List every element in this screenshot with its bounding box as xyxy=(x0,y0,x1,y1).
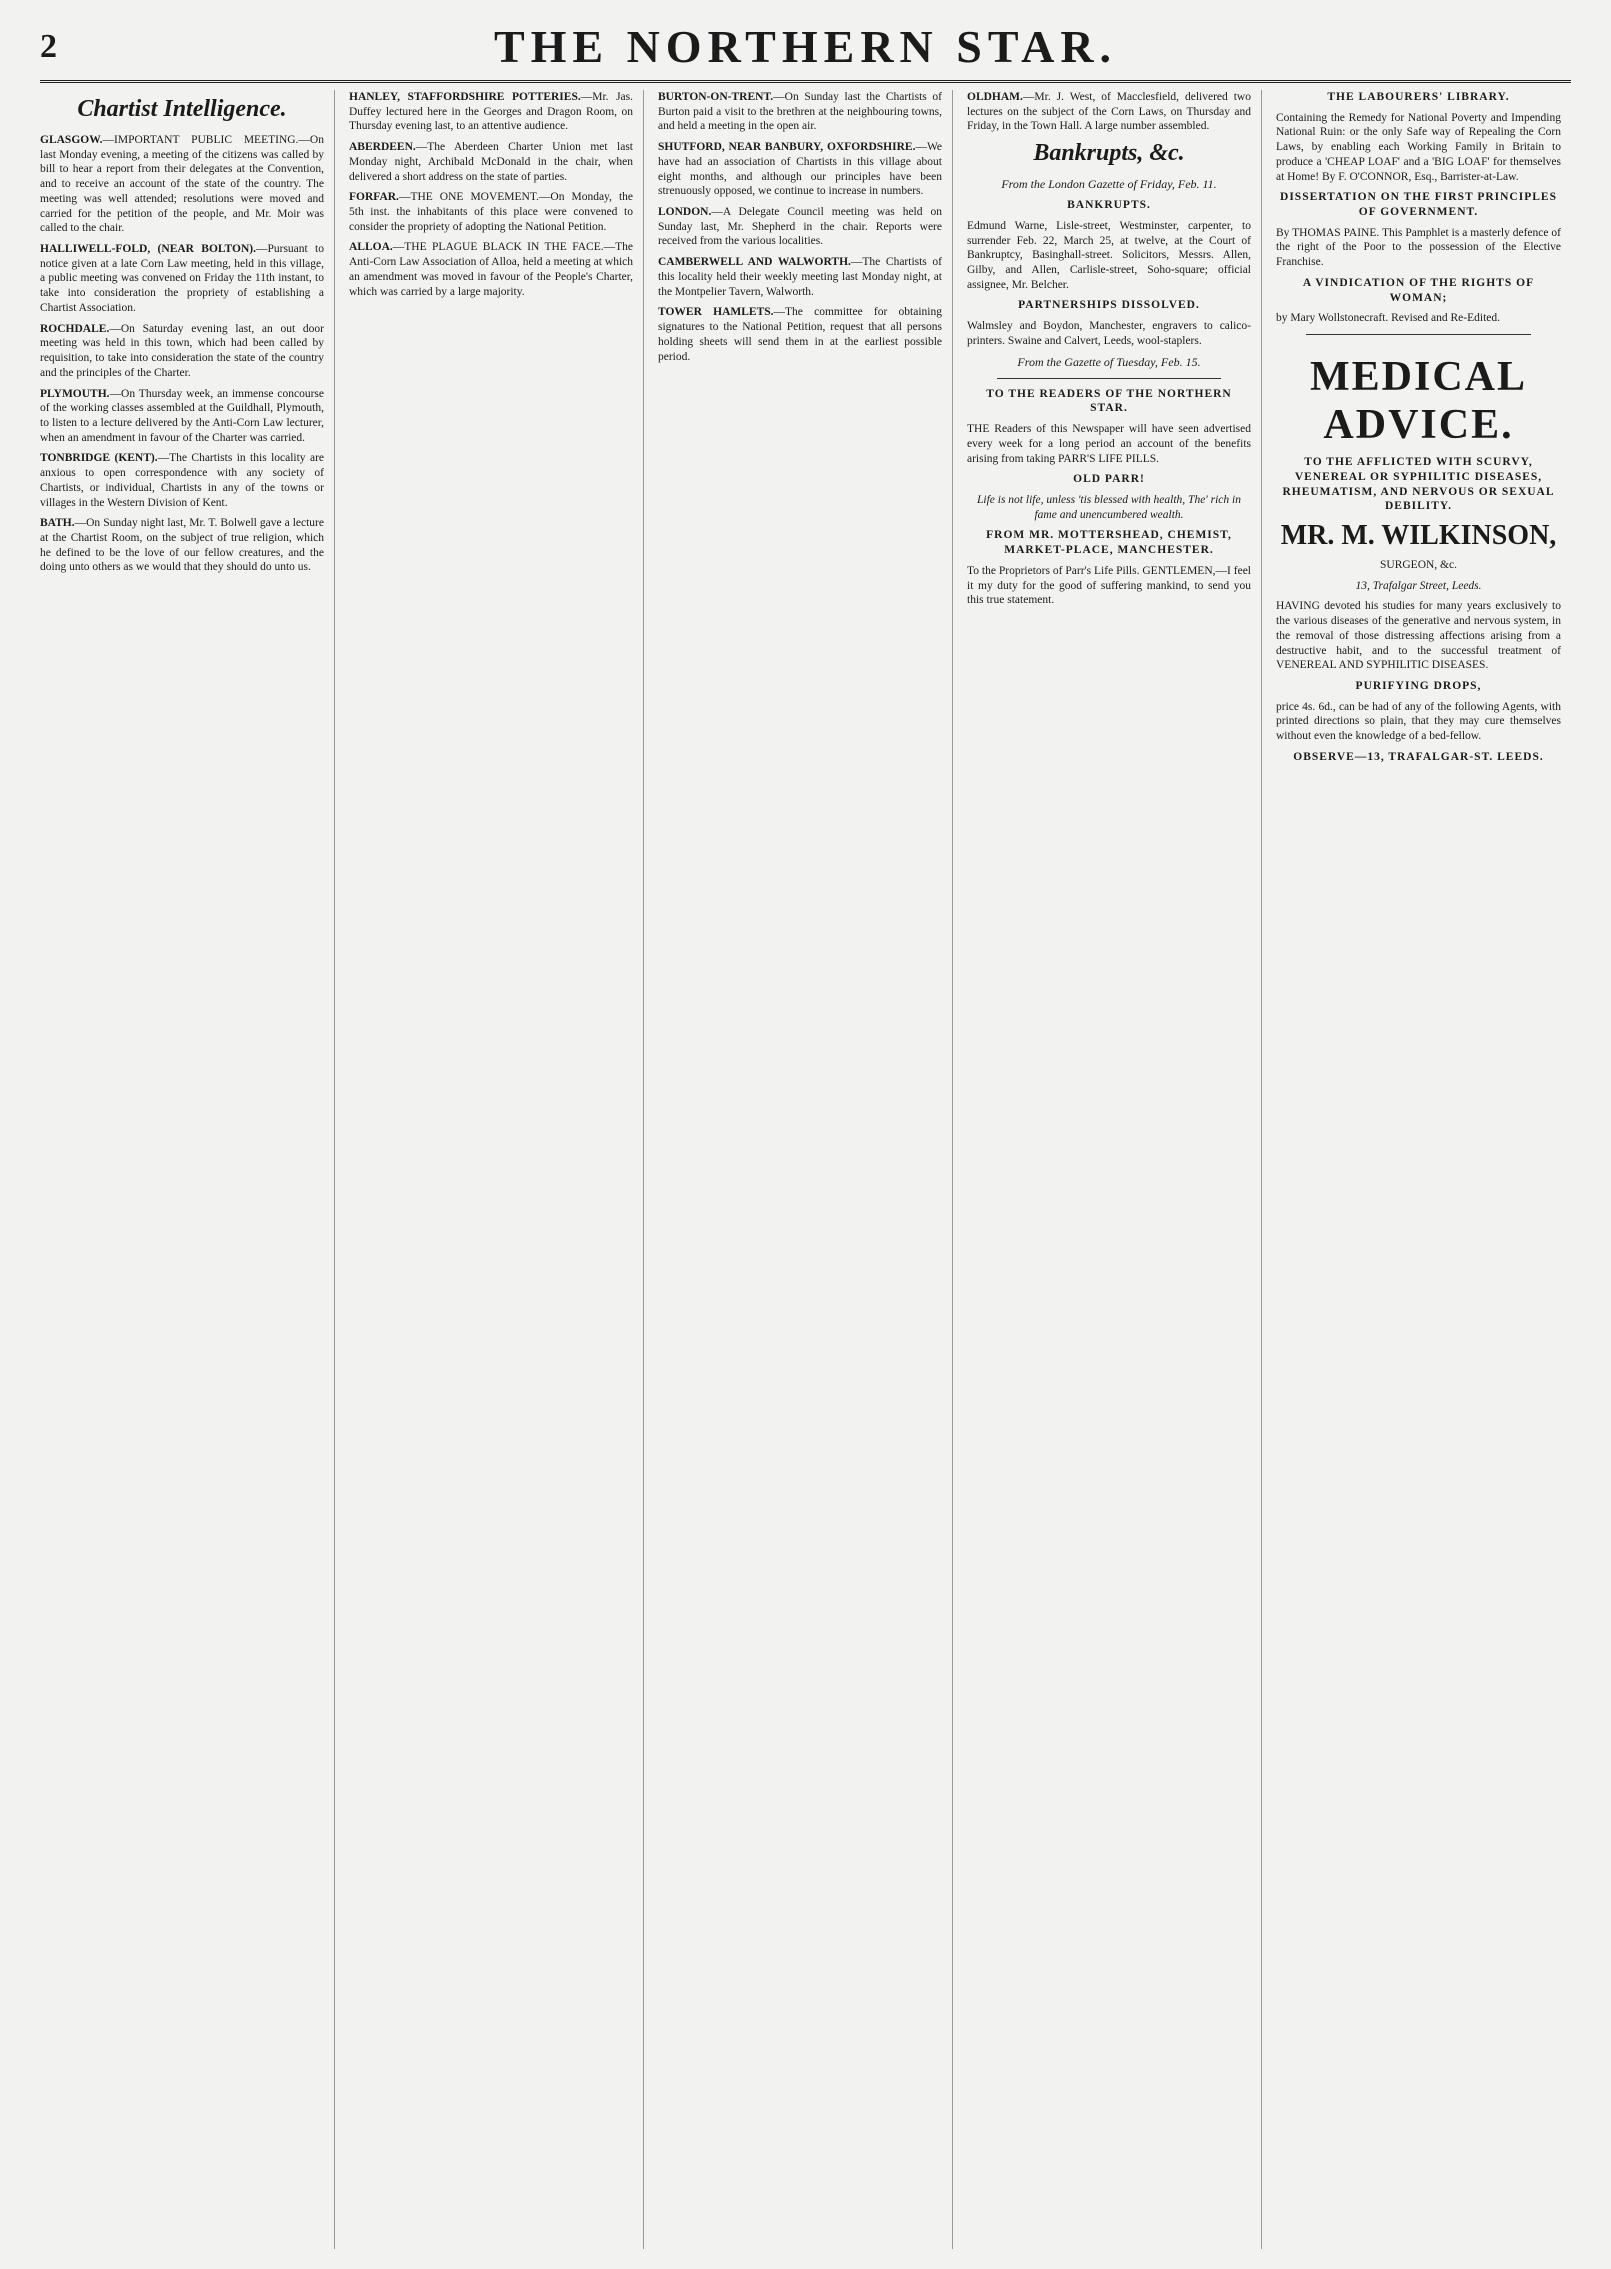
dissertation-title: DISSERTATION ON THE FIRST PRINCIPLES OF GOVERNMENT. xyxy=(1280,191,1557,219)
partnerships-label: PARTNERSHIPS DISSOLVED. xyxy=(1018,299,1200,312)
purifying-text: price 4s. 6d., can be had of any of the following Agents, with printed directions so plain, that they may cure themselves without even the knowledge of a bed-fellow. xyxy=(1276,700,1561,743)
letter-text: To the Proprietors of Parr's Life Pills. GENTLEMEN,—I feel it my duty for the good of suffering mankind, to send you this true statement. xyxy=(967,564,1251,607)
section-title: Chartist Intelligence. xyxy=(77,96,287,122)
article-text: —We have had an association of Chartists in this village about eight months, and although our principles have been strenuously opposed, we continue to increase in numbers. xyxy=(658,141,942,198)
bankrupts-text: Edmund Warne, Lisle-street, Westminster, carpenter, to surrender Feb. 22, March 25, at twelve, at the Court of Bankruptcy, Basinghall-street. Solicitors, Messrs. Allen, Gilby, and Allen, Carlisle-street, Soho-square; official assignee, Mr. Belcher. xyxy=(967,219,1251,291)
readers-text: THE Readers of this Newspaper will have seen advertised every week for a long period an account of the benefits arising from taking PARR'S LIFE PILLS. xyxy=(967,423,1251,465)
article-heading: BATH. xyxy=(40,517,75,530)
labourers-text: Containing the Remedy for National Poverty and Impending National Ruin: or the only Safe way of Repealing the Corn Laws, by enabling each Working Family in Britain to produce a 'CHEAP LOAF' and a 'BIG LOAF' for themselves at Home! By F. O'CONNOR, Esq., Barrister-at-Law. xyxy=(1276,111,1561,183)
article-heading: GLASGOW. xyxy=(40,134,103,146)
old-parr-title: OLD PARR! xyxy=(1073,473,1145,486)
masthead xyxy=(40,20,1571,83)
article-heading: CAMBERWELL AND WALWORTH. xyxy=(658,256,851,269)
gazette-subtitle-tuesday: From the Gazette of Tuesday, Feb. 15. xyxy=(1017,354,1201,369)
article-text: —On Sunday night last, Mr. T. Bolwell gave a lecture at the Chartist Room, on the subject of true religion, which he defined to be the love of our fellow creatures, and the doing unto others as we would that they should do unto us. xyxy=(40,517,324,574)
medical-advice-title: MEDICAL ADVICE. xyxy=(1309,354,1527,449)
doctor-text: HAVING devoted his studies for many years exclusively to the various diseases of the generative and nervous system, in the removal of those distressing affections arising from a destructive habit, and to the successful treatment of VENEREAL AND SYPHILITIC DISEASES. xyxy=(1276,600,1561,672)
article-text: —Pursuant to notice given at a late Corn Law meeting, held in this village, a public meeting was convened on Friday the 11th instant, to take into consideration the propriety of establishing a Chartist Association. xyxy=(40,243,324,314)
article-text: —The Chartists in this locality are anxious to open correspondence with any society of Chartists, or individual, Chartists in any of the towns or villages in the Western Division of Kent. xyxy=(40,452,324,509)
divider xyxy=(997,378,1221,379)
doctor-name: MR. M. WILKINSON, xyxy=(1280,519,1557,551)
purifying-title: PURIFYING DROPS, xyxy=(1355,679,1482,692)
article-heading: ALLOA. xyxy=(349,241,393,254)
article-heading: OLDHAM. xyxy=(967,91,1023,103)
page-number: 2 xyxy=(40,28,57,65)
vindication-title: A VINDICATION OF THE RIGHTS OF WOMAN; xyxy=(1302,276,1535,304)
article-heading: LONDON. xyxy=(658,206,712,219)
column-5 xyxy=(1276,90,1571,2249)
medical-subtitle: TO THE AFFLICTED WITH SCURVY, VENEREAL OR SYPHILITIC DISEASES, RHEUMATISM, AND NERVOUS OR SEXUAL DEBILITY. xyxy=(1282,456,1555,513)
observe-address: OBSERVE—13, TRAFALGAR-ST. LEEDS. xyxy=(1293,750,1544,763)
article-text: —THE PLAGUE BLACK IN THE FACE.—The Anti-Corn Law Association of Alloa, held a meeting at which an amendment was moved in favour of the People's Charter, which was carried by a large majority. xyxy=(349,241,633,298)
partnerships-text: Walmsley and Boydon, Manchester, engravers to calico-printers. Swaine and Calvert, Leeds, wool-staplers. xyxy=(967,320,1251,347)
column-2 xyxy=(349,90,644,2249)
article-text: —On Thursday week, an immense concourse of the working classes assembled at the Guildhall, Plymouth, to listen to a lecture delivered by the Anti-Corn Law lecturer, when an amendment in favour of the Charter was carried. xyxy=(40,387,324,444)
doctor-role: SURGEON, &c. xyxy=(1380,558,1457,571)
article-heading: HANLEY, STAFFORDSHIRE POTTERIES. xyxy=(349,91,581,103)
old-parr-verse: Life is not life, unless 'tis blessed with health, The' rich in fame and unencumbered wealth. xyxy=(977,493,1241,521)
article-heading: TONBRIDGE (KENT). xyxy=(40,452,158,465)
article-text: —On Sunday last the Chartists of Burton paid a visit to the brethren at the neighbouring towns, and held a meeting in the open air. xyxy=(658,91,942,133)
article-heading: TOWER HAMLETS. xyxy=(658,306,774,319)
article-heading: HALLIWELL-FOLD, (NEAR BOLTON). xyxy=(40,243,256,256)
article-heading: ROCHDALE. xyxy=(40,322,110,335)
column-1 xyxy=(40,90,335,2249)
newspaper-title: THE NORTHERN STAR. xyxy=(493,21,1118,72)
bankrupts-title: Bankrupts, &c. xyxy=(1033,140,1185,167)
dissertation-text: By THOMAS PAINE. This Pamphlet is a masterly defence of the right of the Poor to the possession of the Elective Franchise. xyxy=(1276,226,1561,269)
doctor-address: 13, Trafalgar Street, Leeds. xyxy=(1355,579,1482,592)
bankrupts-label: BANKRUPTS. xyxy=(1067,199,1151,212)
article-text: —On Saturday evening last, an out door meeting was held in this town, which had been called by requisition, to take into consideration the state of the country and the principles of the Charter. xyxy=(40,322,324,379)
article-text: —A Delegate Council meeting was held on Sunday last, Mr. Shepherd in the chair. Reports were received from the various localities. xyxy=(658,206,942,248)
article-text: —The committee for obtaining signatures to the National Petition, request that all persons holding sheets will send them in at the earliest possible period. xyxy=(658,306,942,363)
article-text: —The Aberdeen Charter Union met last Monday night, Archibald McDonald in the chair, when delivered a short address on the state of parties. xyxy=(349,141,633,183)
article-text: —THE ONE MOVEMENT.—On Monday, the 5th inst. the inhabitants of this place were convened to consider the propriety of adopting the National Petition. xyxy=(349,191,633,233)
column-3 xyxy=(658,90,953,2249)
article-heading: SHUTFORD, NEAR BANBURY, OXFORDSHIRE. xyxy=(658,141,916,154)
article-text: —IMPORTANT PUBLIC MEETING.—On last Monday evening, a meeting of the citizens was called by bill to hear a report from their delegates at the Convention, and to receive an account of the state of the country. The meeting was well attended; resolutions were moved and carried for the petition of the people, and Mr. Moir was called to the chair. xyxy=(40,134,324,235)
column-4 xyxy=(967,90,1262,2249)
article-text: —The Chartists of this locality held their weekly meeting last Monday night, at the Montpelier Tavern, Walworth. xyxy=(658,256,942,298)
article-heading: PLYMOUTH. xyxy=(40,387,110,400)
gazette-subtitle: From the London Gazette of Friday, Feb. 11. xyxy=(1001,177,1217,192)
labourers-title: THE LABOURERS' LIBRARY. xyxy=(1327,91,1510,103)
vindication-text: by Mary Wollstonecraft. Revised and Re-Edited. xyxy=(1276,312,1501,325)
article-heading: FORFAR. xyxy=(349,191,399,204)
columns xyxy=(40,90,1571,2249)
article-text: —Mr. J. West, of Macclesfield, delivered two lectures on the subject of the Corn Laws, on Thursday and Friday, in the Town Hall. A large number assembled. xyxy=(967,91,1251,133)
readers-title: TO THE READERS OF THE NORTHERN STAR. xyxy=(986,387,1232,415)
article-text: —Mr. Jas. Duffey lectured here in the Georges and Dragon Room, on Thursday evening last, to an attentive audience. xyxy=(349,91,634,133)
divider xyxy=(1306,334,1531,335)
letter-heading: FROM MR. MOTTERSHEAD, CHEMIST, MARKET-PLACE, MANCHESTER. xyxy=(986,529,1232,557)
article-heading: ABERDEEN. xyxy=(349,141,416,154)
article-heading: BURTON-ON-TRENT. xyxy=(658,91,774,103)
